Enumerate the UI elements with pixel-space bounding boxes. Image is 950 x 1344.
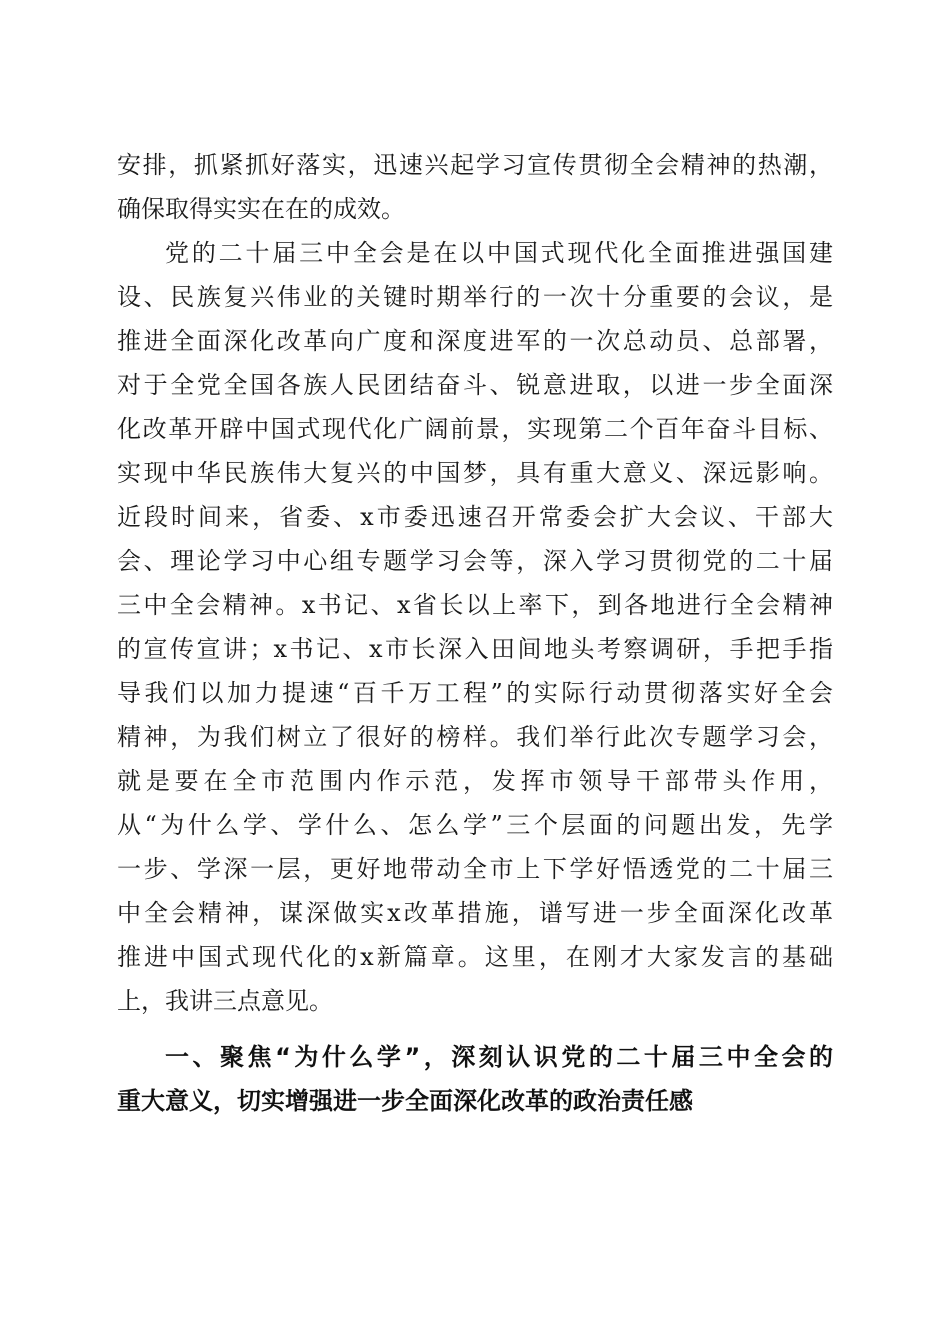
body-line: 确保取得实实在在的成效。: [117, 195, 405, 223]
body-line: 推进全面深化改革向广度和深度进军的一次总动员、总部署，: [117, 327, 833, 355]
body-line: 上，我讲三点意见。: [117, 987, 333, 1015]
body-line: 三中全会精神。x书记、x省长以上率下，到各地进行全会精神: [117, 591, 833, 619]
body-line: 对于全党全国各族人民团结奋斗、锐意进取，以进一步全面深: [117, 371, 833, 399]
body-line: 精神，为我们树立了很好的榜样。我们举行此次专题学习会，: [117, 723, 833, 751]
body-line: 从“为什么学、学什么、怎么学”三个层面的问题出发，先学: [117, 811, 833, 839]
body-line: 导我们以加力提速“百千万工程”的实际行动贯彻落实好全会: [117, 679, 833, 707]
body-line: 近段时间来，省委、x市委迅速召开常委会扩大会议、干部大: [117, 503, 833, 531]
paragraph-first-line: 党的二十届三中全会是在以中国式现代化全面推进强国建: [165, 239, 833, 267]
body-line: 中全会精神，谋深做实x改革措施，谱写进一步全面深化改革: [117, 899, 833, 927]
body-line: 实现中华民族伟大复兴的中国梦，具有重大意义、深远影响。: [117, 459, 833, 487]
body-line: 就是要在全市范围内作示范，发挥市领导干部带头作用，: [117, 767, 833, 795]
body-line: 推进中国式现代化的x新篇章。这里，在刚才大家发言的基础: [117, 943, 833, 971]
body-line: 设、民族复兴伟业的关键时期举行的一次十分重要的会议，是: [117, 283, 833, 311]
body-line: 会、理论学习中心组专题学习会等，深入学习贯彻党的二十届: [117, 547, 833, 575]
body-line: 安排，抓紧抓好落实，迅速兴起学习宣传贯彻全会精神的热潮，: [117, 151, 833, 179]
body-line: 的宣传宣讲；x书记、x市长深入田间地头考察调研，手把手指: [117, 635, 833, 663]
section-heading-line: 一、聚焦“为什么学”，深刻认识党的二十届三中全会的: [165, 1043, 833, 1071]
body-line: 化改革开辟中国式现代化广阔前景，实现第二个百年奋斗目标、: [117, 415, 833, 443]
body-line: 一步、学深一层，更好地带动全市上下学好悟透党的二十届三: [117, 855, 833, 883]
section-heading-line: 重大意义，切实增强进一步全面深化改革的政治责任感: [117, 1087, 693, 1115]
